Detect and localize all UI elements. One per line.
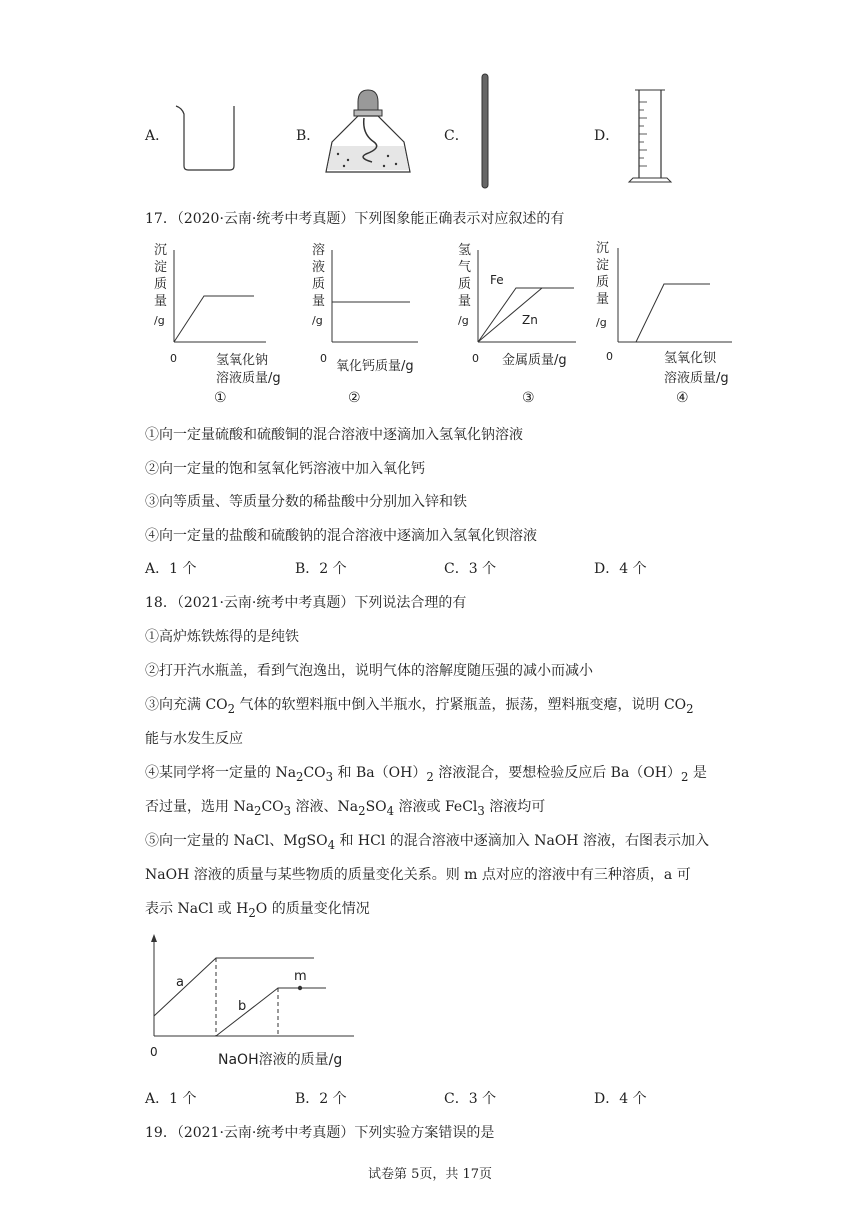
g4-yunit: /g [596, 316, 607, 329]
g4-xlabel-1: 溶液质量/g [664, 371, 729, 386]
g4-origin: 0 [606, 350, 613, 363]
q17-option-d[interactable]: D．4 个 [594, 561, 647, 577]
q18-s4: ④某同学将一定量的 $Na_2CO_3$ 和 $Ba(OH)_2$ 溶液混合，要想检验反应后 $Ba(OH)_2$ 是 [145, 765, 707, 784]
q17-statement-1: ①向一定量硫酸和硫酸铜的混合溶液中逐滴加入氢氧化钠溶液 [145, 427, 523, 443]
q18-s3: ③向充满 $CO_2$ 气体的软塑料瓶中倒入半瓶水，拧紧瓶盖，振荡，塑料瓶变瘪，说明 $CO_2$ [145, 697, 694, 716]
g4-ylabel-2: 质 [596, 275, 610, 290]
g3-num: ③ [522, 390, 535, 406]
alcohol-lamp-icon [318, 84, 418, 184]
q17-statement-3: ③向等质量、等质量分数的稀盐酸中分别加入锌和铁 [145, 494, 467, 510]
q18-s4-cont: 否过量，选用 $Na_2CO_3$ 溶液、$Na_2SO_4$ 溶液或 FeCl$_3$ 溶液均可 [145, 799, 546, 818]
q17-statement-4: ④向一定量的盐酸和硫酸钠的混合溶液中逐滴加入氢氧化钡溶液 [145, 528, 537, 544]
option-a-label: A． [145, 128, 170, 144]
g4-ylabel-1: 淀 [596, 258, 610, 273]
g3-origin: 0 [472, 352, 479, 365]
g2-ylabel-2: 质 [312, 277, 326, 292]
g1-xlabel-0: 氢氧化钠 [216, 353, 269, 368]
g3-ylabel-0: 氢 [458, 243, 472, 258]
g1-num: ① [214, 390, 227, 406]
g1-yunit: /g [154, 314, 165, 327]
option-c-label: C． [444, 128, 469, 144]
g3-xlabel-0: 金属质量/g [502, 353, 567, 368]
g4-ylabel-0: 沉 [596, 241, 610, 256]
g2-yunit: /g [312, 314, 323, 327]
glass-rod-icon [478, 72, 492, 190]
g1-ylabel-3: 量 [154, 294, 168, 309]
q18-option-d[interactable]: D．4 个 [594, 1091, 647, 1107]
g2-ylabel-1: 液 [312, 260, 326, 275]
q18-option-c[interactable]: C．3 个 [444, 1091, 497, 1107]
q17-option-b[interactable]: B．2 个 [295, 561, 347, 577]
q17-stem: 17．（2020·云南·统考中考真题）下列图象能正确表示对应叙述的有 [145, 211, 565, 227]
q18-stem: 18．（2021·云南·统考中考真题）下列说法合理的有 [145, 595, 467, 611]
g2-ylabel-0: 溶 [312, 243, 326, 258]
g1-xlabel-1: 溶液质量/g [216, 371, 281, 386]
q18-s5-cont2: 表示 NaCl 或 $H_2O$ 的质量变化情况 [145, 901, 370, 920]
g4-ylabel-3: 量 [596, 292, 610, 307]
q18-s1: ①高炉炼铁炼得的是纯铁 [145, 629, 299, 645]
g3-ylabel-1: 气 [458, 260, 472, 275]
g3-series-zn: Zn [522, 313, 538, 327]
page-footer: 试卷第 5页，共 17页 [367, 1167, 493, 1182]
graph-2 [306, 240, 446, 410]
q18-s5-cont1: NaOH 溶液的质量与某些物质的质量变化关系。则 m 点对应的溶液中有三种溶质，a 可 [145, 867, 691, 883]
g1-ylabel-2: 质 [154, 277, 168, 292]
g2-ylabel-3: 量 [312, 294, 326, 309]
graph-4 [592, 236, 760, 410]
q18-graph-xlabel: NaOH溶液的质量/g [218, 1052, 343, 1068]
g1-ylabel-1: 淀 [154, 260, 168, 275]
q18-option-a[interactable]: A．1 个 [145, 1091, 197, 1107]
q18-graph-b: b [238, 999, 247, 1014]
g2-xlabel-0: 氧化钙质量/g [336, 359, 414, 374]
g3-yunit: /g [458, 314, 469, 327]
g4-xlabel-0: 氢氧化钡 [664, 351, 717, 366]
q18-graph [140, 930, 370, 1070]
q18-graph-m: m [294, 969, 307, 984]
g4-num: ④ [676, 390, 689, 406]
option-b-label: B． [296, 128, 321, 144]
g3-ylabel-2: 质 [458, 277, 472, 292]
q17-option-a[interactable]: A．1 个 [145, 561, 197, 577]
graduated-cylinder-icon [625, 86, 675, 188]
beaker-icon [170, 100, 240, 175]
q18-s2: ②打开汽水瓶盖，看到气泡逸出，说明气体的溶解度随压强的减小而减小 [145, 663, 593, 679]
g1-origin: 0 [170, 352, 177, 365]
q17-statement-2: ②向一定量的饱和氢氧化钙溶液中加入氧化钙 [145, 461, 425, 477]
graph-3 [452, 240, 592, 410]
q18-graph-origin: 0 [150, 1045, 158, 1059]
graph-1 [146, 240, 316, 410]
q18-s5: ⑤向一定量的 NaCl、MgSO$_4$ 和 HCl 的混合溶液中逐滴加入 NaOH 溶液，右图表示加入 [145, 833, 709, 852]
g2-origin: 0 [320, 352, 327, 365]
option-d-label: D． [594, 128, 620, 144]
q18-s3-cont: 能与水发生反应 [145, 731, 243, 747]
q19-stem: 19．（2021·云南·统考中考真题）下列实验方案错误的是 [145, 1125, 495, 1141]
g1-ylabel-0: 沉 [154, 243, 168, 258]
q18-option-b[interactable]: B．2 个 [295, 1091, 347, 1107]
g3-series-fe: Fe [490, 273, 504, 287]
g2-num: ② [348, 390, 361, 406]
q18-graph-a: a [176, 975, 184, 990]
q17-option-c[interactable]: C．3 个 [444, 561, 497, 577]
g3-ylabel-3: 量 [458, 294, 472, 309]
